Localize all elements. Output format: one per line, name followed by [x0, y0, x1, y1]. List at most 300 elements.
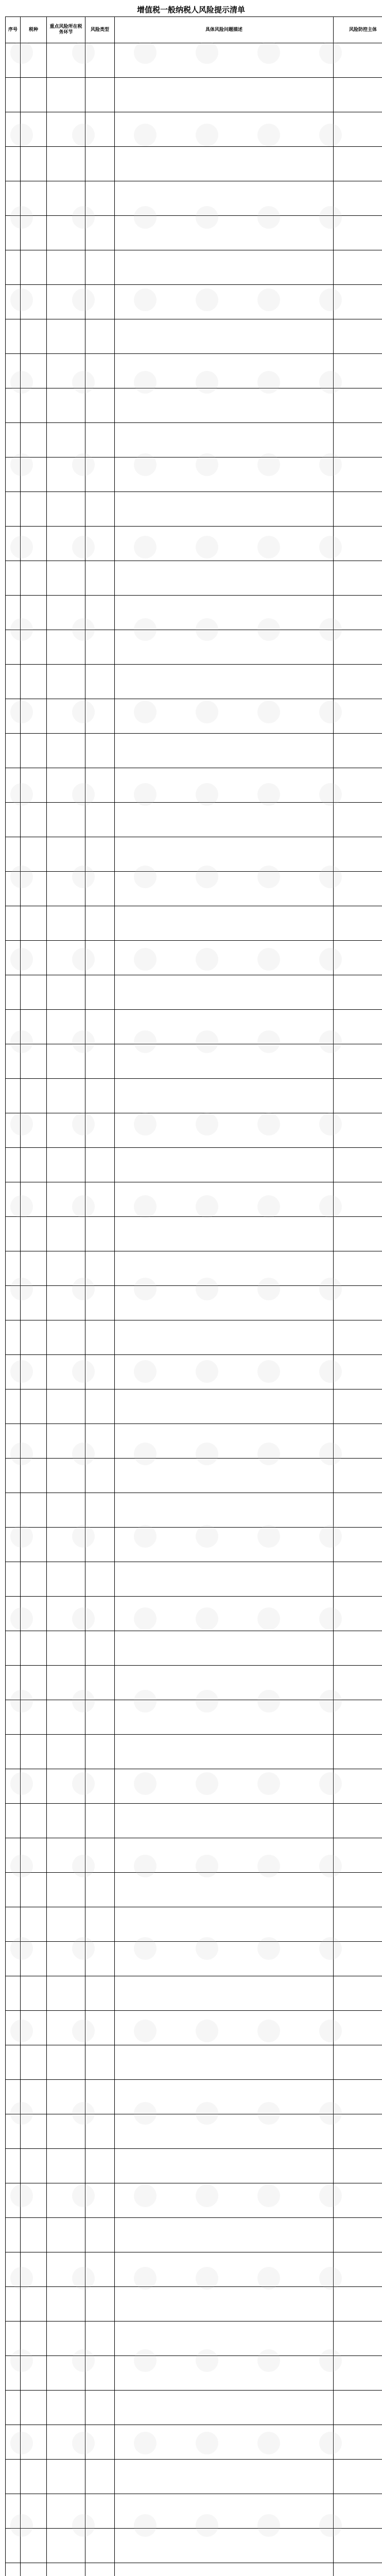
table-row [6, 1769, 382, 1804]
table-cell [21, 1182, 47, 1217]
table-row [6, 699, 382, 734]
table-cell [6, 1320, 21, 1355]
table-cell [6, 1355, 21, 1389]
table-cell [334, 941, 382, 975]
table-cell [47, 1459, 85, 1493]
table-cell [85, 596, 115, 630]
table-cell [47, 457, 85, 492]
table-cell [6, 1493, 21, 1528]
table-cell [85, 43, 115, 78]
table-cell [85, 1907, 115, 1942]
table-cell [115, 1942, 334, 1976]
table-cell [6, 1769, 21, 1804]
table-cell [115, 2391, 334, 2425]
table-cell [85, 1597, 115, 1631]
table-cell [47, 354, 85, 388]
table-cell [6, 1182, 21, 1217]
table-cell [6, 1873, 21, 1907]
table-cell [85, 2391, 115, 2425]
table-cell [6, 1597, 21, 1631]
table-cell [334, 2356, 382, 2391]
table-cell [47, 803, 85, 837]
table-cell [21, 2080, 47, 2114]
table-cell [334, 665, 382, 699]
table-cell [115, 78, 334, 112]
table-cell [21, 1528, 47, 1562]
table-cell [85, 1735, 115, 1769]
table-cell [85, 665, 115, 699]
table-cell [334, 1804, 382, 1838]
table-cell [115, 2529, 334, 2563]
table-cell [47, 906, 85, 941]
table-cell [47, 1562, 85, 1597]
table-cell [115, 941, 334, 975]
table-cell [21, 1597, 47, 1631]
table-cell [115, 1735, 334, 1769]
table-cell [6, 1735, 21, 1769]
table-row [6, 147, 382, 181]
table-cell [21, 319, 47, 354]
table-cell [115, 1528, 334, 1562]
table-cell [6, 665, 21, 699]
table-cell [47, 78, 85, 112]
table-cell [85, 285, 115, 319]
table-cell [334, 2425, 382, 2460]
table-cell [6, 699, 21, 734]
table-cell [21, 2287, 47, 2321]
header-stage: 重点风险所在税务环节 [47, 17, 85, 43]
table-cell [115, 2460, 334, 2494]
table-cell [21, 1907, 47, 1942]
table-cell [115, 354, 334, 388]
table-cell [21, 492, 47, 527]
table-cell [47, 734, 85, 768]
table-row [6, 492, 382, 527]
table-cell [21, 181, 47, 216]
table-row [6, 527, 382, 561]
table-row [6, 1493, 382, 1528]
table-row [6, 2460, 382, 2494]
table-cell [334, 803, 382, 837]
table-cell [21, 1355, 47, 1389]
table-cell [47, 1148, 85, 1182]
table-cell [21, 872, 47, 906]
table-row [6, 975, 382, 1010]
table-cell [21, 803, 47, 837]
table-cell [21, 1010, 47, 1044]
table-cell [21, 1389, 47, 1424]
table-cell [21, 1735, 47, 1769]
table-cell [85, 1182, 115, 1217]
table-row [6, 2356, 382, 2391]
table-cell [6, 837, 21, 872]
table-cell [85, 2114, 115, 2149]
table-cell [115, 2287, 334, 2321]
page-title: 增值税一般纳税人风险提示清单 [136, 5, 245, 14]
table-cell [85, 630, 115, 665]
table-cell [21, 43, 47, 78]
header-owner: 风险防控主体 [334, 17, 382, 43]
table-cell [47, 1217, 85, 1251]
table-cell [115, 1976, 334, 2011]
table-cell [21, 1562, 47, 1597]
table-cell [47, 2011, 85, 2045]
table-row [6, 250, 382, 285]
table-row [6, 1389, 382, 1424]
table-cell [47, 2149, 85, 2183]
table-row [6, 2494, 382, 2529]
table-cell [115, 2563, 334, 2576]
table-cell [115, 1424, 334, 1459]
table-cell [85, 1148, 115, 1182]
table-cell [21, 78, 47, 112]
table-cell [47, 2425, 85, 2460]
table-cell [47, 1631, 85, 1666]
table-cell [85, 2080, 115, 2114]
table-cell [47, 1079, 85, 1113]
table-cell [6, 527, 21, 561]
table-row [6, 1010, 382, 1044]
table-cell [47, 250, 85, 285]
table-cell [115, 665, 334, 699]
table-cell [334, 1320, 382, 1355]
table-cell [47, 43, 85, 78]
table-cell [85, 1804, 115, 1838]
table-cell [85, 2287, 115, 2321]
table-cell [115, 1148, 334, 1182]
table-cell [85, 941, 115, 975]
table-cell [47, 2391, 85, 2425]
table-cell [85, 872, 115, 906]
table-cell [6, 768, 21, 803]
table-cell [6, 216, 21, 250]
table-cell [115, 1010, 334, 1044]
table-cell [85, 803, 115, 837]
table-cell [334, 2494, 382, 2529]
table-cell [85, 2252, 115, 2287]
table-cell [115, 388, 334, 423]
table-cell [47, 2287, 85, 2321]
table-row [6, 388, 382, 423]
table-row [6, 1528, 382, 1562]
table-cell [21, 2011, 47, 2045]
table-cell [47, 2183, 85, 2218]
table-row [6, 665, 382, 699]
table-row [6, 1976, 382, 2011]
table-cell [85, 527, 115, 561]
table-cell [21, 2149, 47, 2183]
table-cell [47, 112, 85, 147]
table-cell [6, 492, 21, 527]
table-cell [47, 1700, 85, 1735]
table-cell [334, 1459, 382, 1493]
table-cell [334, 1217, 382, 1251]
table-row [6, 1217, 382, 1251]
table-cell [47, 2080, 85, 2114]
table-cell [47, 2045, 85, 2080]
table-cell [47, 561, 85, 596]
table-cell [115, 1562, 334, 1597]
table-cell [85, 1528, 115, 1562]
table-cell [115, 872, 334, 906]
table-cell [85, 1286, 115, 1320]
table-cell [115, 1251, 334, 1286]
table-cell [334, 630, 382, 665]
table-cell [47, 1597, 85, 1631]
table-cell [85, 1320, 115, 1355]
table-cell [334, 2529, 382, 2563]
table-cell [334, 596, 382, 630]
table-cell [85, 354, 115, 388]
table-cell [47, 1735, 85, 1769]
table-cell [6, 2183, 21, 2218]
table-cell [115, 1597, 334, 1631]
table-cell [334, 1044, 382, 1079]
table-cell [47, 1493, 85, 1528]
table-cell [334, 1666, 382, 1700]
table-cell [115, 1113, 334, 1148]
table-cell [115, 2494, 334, 2529]
table-cell [85, 1424, 115, 1459]
table-cell [115, 630, 334, 665]
table-cell [6, 596, 21, 630]
table-cell [334, 1286, 382, 1320]
table-cell [115, 250, 334, 285]
table-cell [115, 1666, 334, 1700]
table-cell [334, 906, 382, 941]
table-cell [115, 527, 334, 561]
table-cell [334, 285, 382, 319]
table-cell [85, 561, 115, 596]
table-row [6, 837, 382, 872]
table-row [6, 2529, 382, 2563]
table-cell [6, 2321, 21, 2356]
table-cell [6, 2045, 21, 2080]
table-cell [21, 2218, 47, 2252]
table-cell [85, 2011, 115, 2045]
table-row [6, 1907, 382, 1942]
table-cell [115, 2114, 334, 2149]
table-cell [115, 492, 334, 527]
table-cell [115, 216, 334, 250]
table-cell [21, 2460, 47, 2494]
table-cell [47, 1355, 85, 1389]
table-row [6, 43, 382, 78]
table-row [6, 354, 382, 388]
table-row [6, 112, 382, 147]
table-cell [85, 1217, 115, 1251]
table-cell [47, 1251, 85, 1286]
table-cell [6, 975, 21, 1010]
table-cell [21, 216, 47, 250]
table-row [6, 2183, 382, 2218]
table-row [6, 1735, 382, 1769]
table-row [6, 2563, 382, 2576]
table-cell [6, 2114, 21, 2149]
table-cell [6, 1424, 21, 1459]
table-cell [85, 1631, 115, 1666]
table-cell [334, 1148, 382, 1182]
table-cell [334, 527, 382, 561]
table-cell [85, 1562, 115, 1597]
table-cell [85, 2356, 115, 2391]
table-cell [47, 2529, 85, 2563]
table-cell [47, 1838, 85, 1873]
table-cell [115, 2252, 334, 2287]
table-cell [47, 975, 85, 1010]
table-cell [115, 2149, 334, 2183]
table-cell [85, 734, 115, 768]
table-cell [115, 1320, 334, 1355]
table-row [6, 561, 382, 596]
table-cell [334, 2045, 382, 2080]
table-cell [85, 2460, 115, 2494]
table-cell [6, 2080, 21, 2114]
table-cell [6, 2460, 21, 2494]
table-row [6, 1459, 382, 1493]
table-cell [21, 1424, 47, 1459]
table-cell [334, 2252, 382, 2287]
table-cell [21, 1493, 47, 1528]
table-row [6, 216, 382, 250]
table-cell [334, 216, 382, 250]
table-cell [334, 837, 382, 872]
table-cell [85, 1976, 115, 2011]
table-cell [334, 457, 382, 492]
table-cell [334, 147, 382, 181]
table-cell [115, 2045, 334, 2080]
table-cell [85, 1700, 115, 1735]
table-cell [21, 837, 47, 872]
table-cell [47, 2114, 85, 2149]
table-cell [334, 1907, 382, 1942]
table-cell [115, 147, 334, 181]
table-row [6, 2218, 382, 2252]
table-cell [6, 1148, 21, 1182]
table-cell [115, 699, 334, 734]
table-cell [21, 1631, 47, 1666]
table-cell [47, 1873, 85, 1907]
table-cell [21, 665, 47, 699]
table-cell [115, 319, 334, 354]
table-row [6, 1286, 382, 1320]
table-row [6, 2080, 382, 2114]
table-cell [334, 1113, 382, 1148]
table-cell [6, 1804, 21, 1838]
table-row [6, 2149, 382, 2183]
table-cell [334, 768, 382, 803]
table-cell [47, 1320, 85, 1355]
table-row [6, 1562, 382, 1597]
table-cell [6, 1217, 21, 1251]
table-cell [334, 388, 382, 423]
table-cell [6, 147, 21, 181]
table-cell [334, 1010, 382, 1044]
table-cell [334, 319, 382, 354]
table-cell [21, 1838, 47, 1873]
table-cell [334, 2460, 382, 2494]
table-cell [334, 1976, 382, 2011]
table-cell [6, 43, 21, 78]
table-cell [47, 1010, 85, 1044]
table-cell [6, 1528, 21, 1562]
table-row [6, 1666, 382, 1700]
table-cell [334, 2149, 382, 2183]
table-cell [47, 2356, 85, 2391]
table-cell [47, 1044, 85, 1079]
table-cell [115, 43, 334, 78]
table-row [6, 1079, 382, 1113]
table-cell [47, 1113, 85, 1148]
table-row [6, 1631, 382, 1666]
table-cell [85, 1389, 115, 1424]
table-cell [6, 2425, 21, 2460]
table-cell [21, 1113, 47, 1148]
table-cell [115, 1769, 334, 1804]
table-cell [21, 2045, 47, 2080]
table-cell [115, 1493, 334, 1528]
table-cell [334, 1562, 382, 1597]
table-cell [6, 1976, 21, 2011]
table-cell [6, 1286, 21, 1320]
table-cell [21, 561, 47, 596]
table-cell [115, 1838, 334, 1873]
table-cell [115, 1079, 334, 1113]
table-cell [47, 1666, 85, 1700]
table-cell [47, 1976, 85, 2011]
table-cell [6, 1907, 21, 1942]
table-cell [21, 734, 47, 768]
table-cell [21, 2494, 47, 2529]
table-cell [6, 1044, 21, 1079]
table-cell [334, 78, 382, 112]
table-cell [6, 2252, 21, 2287]
table-row [6, 285, 382, 319]
table-cell [21, 457, 47, 492]
table-cell [6, 2529, 21, 2563]
table-cell [115, 975, 334, 1010]
table-cell [115, 1355, 334, 1389]
table-cell [115, 561, 334, 596]
table-cell [47, 492, 85, 527]
header-risk-type: 风险类型 [85, 17, 115, 43]
table-cell [85, 319, 115, 354]
table-row [6, 1424, 382, 1459]
table-cell [6, 319, 21, 354]
table-row [6, 78, 382, 112]
table-row [6, 2287, 382, 2321]
table-cell [334, 1873, 382, 1907]
table-cell [6, 1079, 21, 1113]
table-row [6, 1113, 382, 1148]
table-cell [21, 147, 47, 181]
table-cell [115, 1286, 334, 1320]
table-cell [47, 2218, 85, 2252]
header-tax-type: 税种 [21, 17, 47, 43]
table-cell [85, 906, 115, 941]
table-cell [85, 250, 115, 285]
table-row [6, 2045, 382, 2080]
table-row [6, 1942, 382, 1976]
table-cell [47, 1942, 85, 1976]
table-cell [85, 181, 115, 216]
table-cell [334, 250, 382, 285]
table-row [6, 734, 382, 768]
table-cell [21, 2391, 47, 2425]
table-cell [6, 388, 21, 423]
table-cell [115, 112, 334, 147]
table-cell [6, 2149, 21, 2183]
